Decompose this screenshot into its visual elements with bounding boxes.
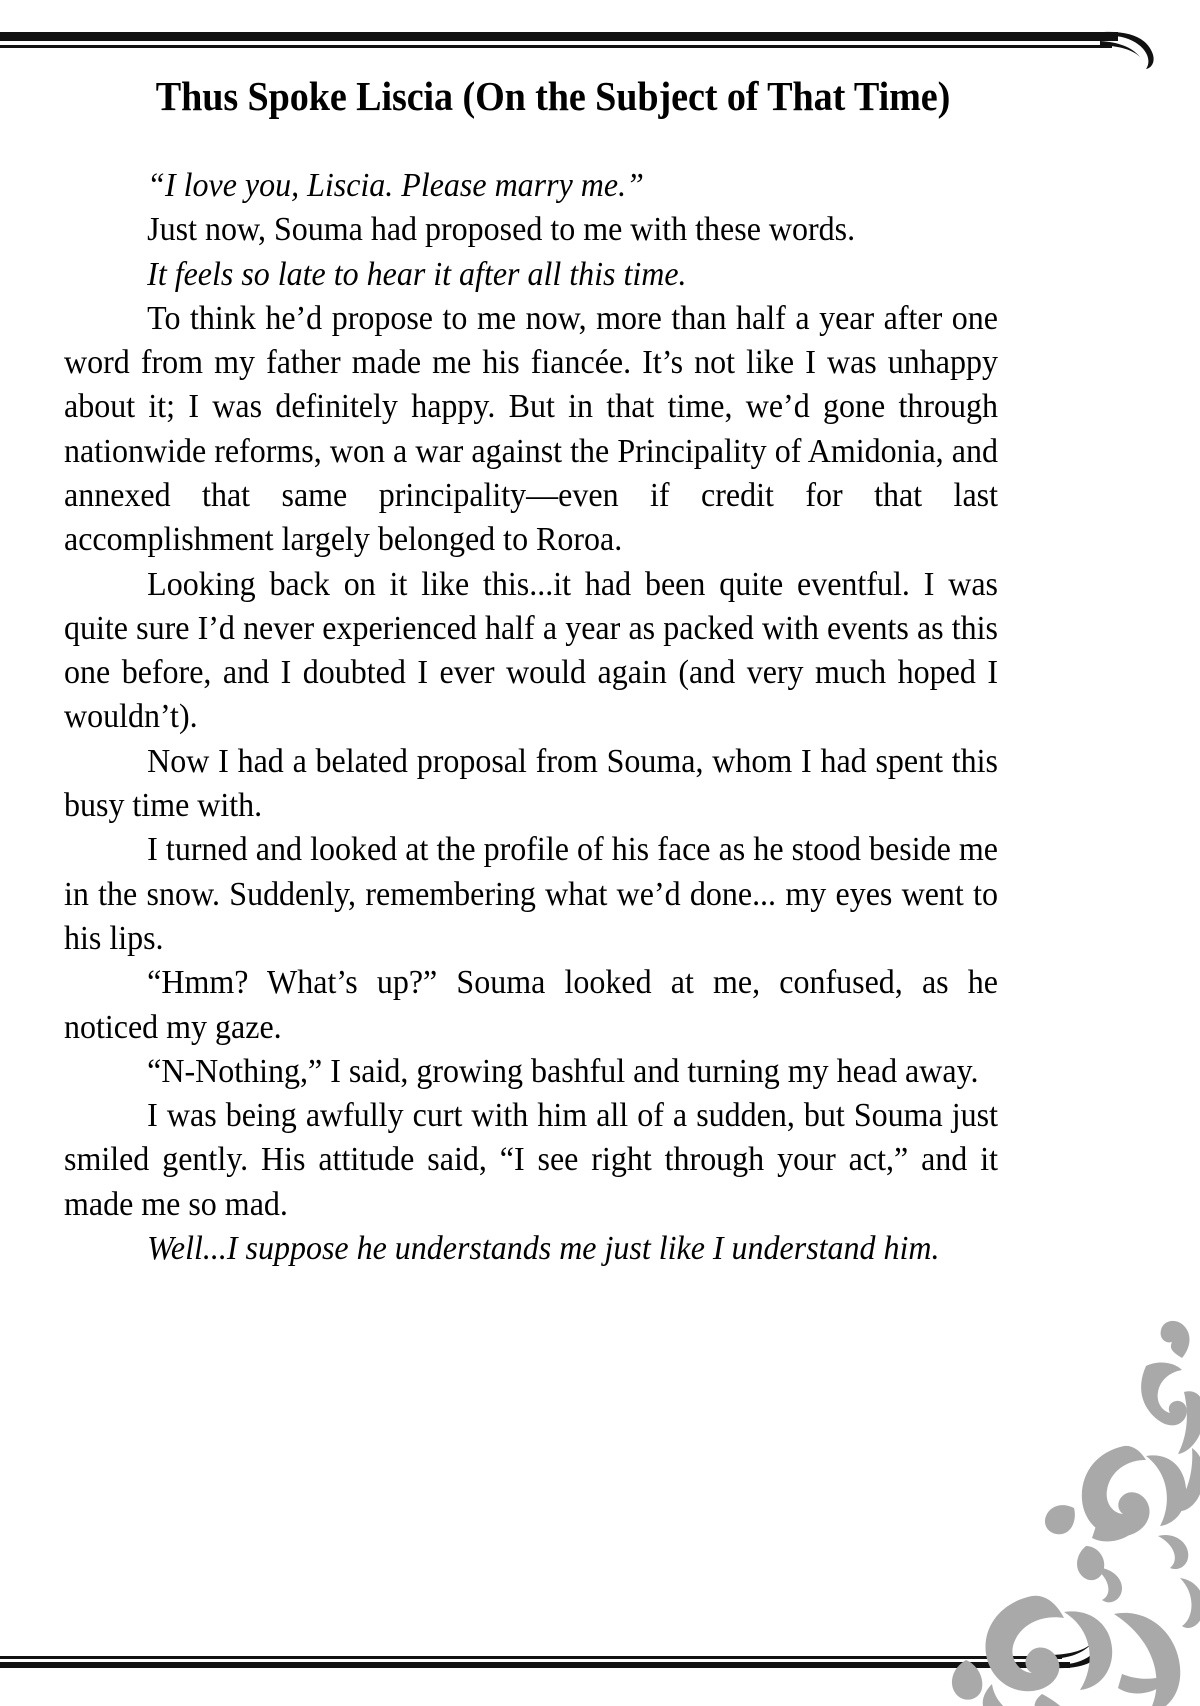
paragraph-profile-in-snow: I turned and looked at the profile of his face as he stood beside me in the snow. Suddenly, remembering what we’d done... my eyes went to his lips.	[64, 831, 998, 957]
paragraph-half-a-year: To think he’d propose to me now, more than half a year after one word from my father made me his fiancée. It’s not like I was unhappy about it; I was definitely happy. But in that time, we’d gone through nationwide reforms, won a war against the Principality of Amidonia, and annexed that same principality—even if credit for that last accomplishment largely belonged to Roroa.	[64, 299, 998, 559]
paragraph-inner-thought-so-late: It feels so late to hear it after all this time.	[147, 255, 687, 293]
opening-lines	[64, 164, 1042, 297]
paragraph-inner-thought-understands: Well...I suppose he understands me just like I understand him.	[147, 1230, 940, 1268]
paragraph-looking-back: Looking back on it like this...it had been quite eventful. I was quite sure I’d never experienced half a year as packed with events as this one before, and I doubted I ever would again (and very much hoped I wouldn’t).	[64, 565, 998, 736]
page-title: Thus Spoke Liscia (On the Subject of That Time)	[155, 73, 951, 119]
paragraph-narration-just-now: Just now, Souma had proposed to me with these words.	[147, 211, 856, 249]
corner-flourish-ornament	[946, 1296, 1200, 1706]
paragraph-dialogue-n-nothing: “N-Nothing,” I said, growing bashful and turning my head away.	[147, 1052, 979, 1090]
paragraph-awfully-curt: I was being awfully curt with him all of a sudden, but Souma just smiled gently. His attitude said, “I see right through your act,” and it made me so mad.	[64, 1097, 998, 1223]
page-text-content	[64, 74, 1042, 1271]
paragraph-dialogue-hmm: “Hmm? What’s up?” Souma looked at me, confused, as he noticed my gaze.	[64, 964, 998, 1046]
paragraph-dialogue-proposal: “I love you, Liscia. Please marry me.”	[147, 166, 644, 204]
paragraph-belated-proposal: Now I had a belated proposal from Souma, whom I had spent this busy time with.	[64, 742, 998, 825]
bottom-border-rule	[0, 1640, 1200, 1700]
top-border-rule	[0, 12, 1200, 72]
